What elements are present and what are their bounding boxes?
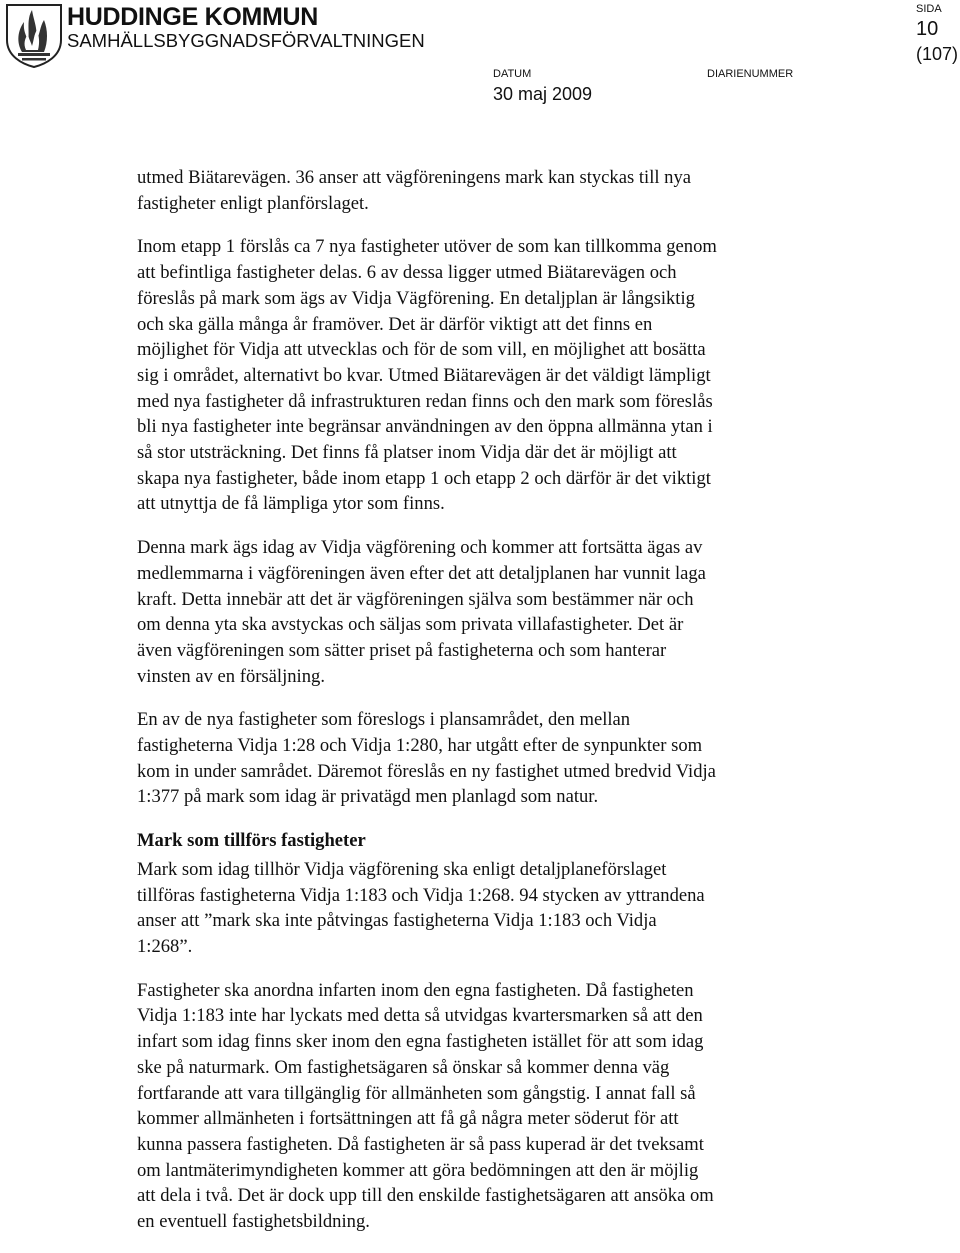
paragraph: Mark som idag tillhör Vidja vägförening ska enligt detaljplaneförslaget tillföras fastigheterna Vidja 1:183 och Vidja 1:268. 94 stycken av yttrandena anser att ”mark ska inte påtvingas fastigheterna Vidja 1:183 och Vidja 1:268”.: [137, 858, 705, 957]
paragraph: utmed Biätarevägen. 36 anser att vägföreningens mark kan styckas till nya fastigheter enligt planförslaget.: [137, 167, 692, 214]
section-heading: Mark som tillförs fastigheter: [137, 830, 366, 852]
paragraph: Denna mark ägs idag av Vidja vägförening och kommer att fortsätta ägas av medlemmarna i vägföreningen även efter det att detaljplanen har vunnit laga kraft. Detta innebär att det är vägföreningen själva som bestämmer när och om denna yta ska avstyckas och säljas som privata villafastigheter. Det är även vägföreningen som sätter priset på fastigheterna och som hanterar vinsten av en försäljning.: [137, 537, 706, 687]
paragraph: Inom etapp 1 förslås ca 7 nya fastigheter utöver de som kan tillkomma genom att befintliga fastigheter delas. 6 av dessa ligger utmed Biätarevägen och föreslås på mark som ägs av Vidja Vägförening. En detaljplan är långsiktig och ska gälla många år framöver. Det är därför viktigt att det finns en möjlighet för Vidja att utvecklas och för de som vill, en möjlighet att bosätta sig i området, alternativt bo kvar. Utmed Biätarevägen är det väldigt lämpligt med nya fastigheter då infrastrukturen redan finns och den mark som föreslås bli nya fastigheter inte begränsar användningen av den öppna allmänna ytan i så stor utsträckning. Det finns få platser inom Vidja där det är möjligt att skapa nya fastigheter, både inom etapp 1 och etapp 2 och därför är det viktigt att utnyttja de få lämpliga ytor som finns.: [137, 236, 717, 515]
document-body: [137, 165, 837, 1253]
page-total: (107): [916, 44, 959, 64]
huddinge-crest-logo: [4, 2, 64, 68]
department-name: SAMHÄLLSBYGGNADSFÖRVALTNINGEN: [67, 30, 425, 51]
document-date: 30 maj 2009: [493, 84, 593, 104]
organization-name: HUDDINGE KOMMUN: [67, 3, 319, 31]
page-number: 10: [916, 18, 939, 40]
date-label: DATUM: [493, 68, 532, 80]
registration-number-label: DIARIENUMMER: [707, 68, 794, 80]
paragraph: En av de nya fastigheter som föreslogs i plansamrådet, den mellan fastigheterna Vidja 1:28 och Vidja 1:280, har utgått efter de synpunkter som kom in under samrådet. Däremot föreslås en ny fastighet utmed bredvid Vidja 1:377 på mark som idag är privatägd men planlagd som natur.: [137, 709, 716, 808]
paragraph: Fastigheter ska anordna infarten inom den egna fastigheten. Då fastigheten Vidja 1:183 inte har lyckats med detta så utvidgas kvartersmarken så att den infart som idag finns sker inom den egna fastigheten istället för att som idag ske på naturmark. Om fastighetsägaren så önskar så kommer denna väg fortfarande att vara tillgänglig för allmänheten som gångstig. I annat fall så kommer allmänheten i fortsättningen att få gå några meter söderut för att kunna passera fastigheten. Då fastigheten är så pass kuperad är det tveksamt om lantmäterimyndigheten kommer att göra bedömningen att den är möjlig att dela i två. Det är dock upp till den enskilde fastighetsägaren att ansöka om en eventuell fastighetsbildning.: [137, 979, 714, 1233]
page-label: SIDA: [916, 3, 942, 15]
